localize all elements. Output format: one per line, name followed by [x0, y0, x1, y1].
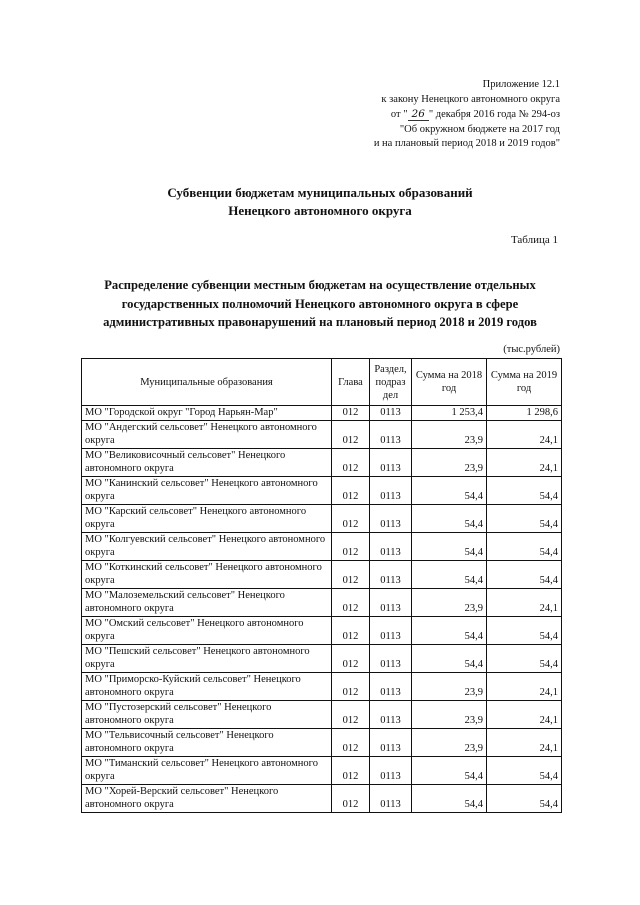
sum-2018-cell: 23,9	[412, 589, 487, 617]
sum-2018-cell: 23,9	[412, 729, 487, 757]
document-title-line-2: Ненецкого автономного округа	[228, 203, 412, 218]
sum-2019-cell: 24,1	[487, 729, 562, 757]
table-subtitle	[70, 276, 570, 332]
subtitle-line-1: Распределение субвенции местным бюджетам на осуществление отдельных	[104, 278, 536, 292]
chapter-cell: 012	[332, 449, 370, 477]
sum-2018-cell: 54,4	[412, 561, 487, 589]
chapter-cell: 012	[332, 617, 370, 645]
sum-2018-cell: 23,9	[412, 421, 487, 449]
document-title	[0, 184, 640, 220]
sum-2018-cell: 54,4	[412, 505, 487, 533]
header-chapter: Глава	[332, 359, 370, 406]
section-cell: 0113	[370, 757, 412, 785]
section-cell: 0113	[370, 785, 412, 813]
table-row	[82, 477, 562, 505]
sum-2019-cell: 54,4	[487, 617, 562, 645]
municipality-cell: МО "Пешский сельсовет" Ненецкого автономного округа	[82, 645, 332, 673]
sum-2018-cell: 54,4	[412, 533, 487, 561]
document-title-line-1: Субвенции бюджетам муниципальных образований	[167, 185, 473, 200]
sum-2019-cell: 1 298,6	[487, 406, 562, 421]
table-row	[82, 617, 562, 645]
appendix-period: и на плановый период 2018 и 2019 годов"	[373, 138, 560, 149]
appendix-reference	[240, 78, 560, 152]
municipality-cell: МО "Городской округ "Город Нарьян-Мар"	[82, 406, 332, 421]
chapter-cell: 012	[332, 645, 370, 673]
section-cell: 0113	[370, 701, 412, 729]
chapter-cell: 012	[332, 785, 370, 813]
chapter-cell: 012	[332, 729, 370, 757]
municipality-cell: МО "Андегский сельсовет" Ненецкого автономного округа	[82, 421, 332, 449]
chapter-cell: 012	[332, 757, 370, 785]
section-cell: 0113	[370, 505, 412, 533]
section-cell: 0113	[370, 617, 412, 645]
table-row	[82, 561, 562, 589]
section-cell: 0113	[370, 477, 412, 505]
section-cell: 0113	[370, 533, 412, 561]
table-row	[82, 673, 562, 701]
municipality-cell: МО "Приморско-Куйский сельсовет" Ненецкого автономного округа	[82, 673, 332, 701]
section-cell: 0113	[370, 421, 412, 449]
table-row	[82, 449, 562, 477]
section-cell: 0113	[370, 673, 412, 701]
municipality-cell: МО "Тельвисочный сельсовет" Ненецкого автономного округа	[82, 729, 332, 757]
header-sum-2018: Сумма на 2018 год	[412, 359, 487, 406]
sum-2019-cell: 24,1	[487, 701, 562, 729]
appendix-budget-title: "Об окружном бюджете на 2017 год	[399, 123, 560, 135]
sum-2019-cell: 54,4	[487, 785, 562, 813]
appendix-number: Приложение 12.1	[482, 79, 560, 90]
table-row	[82, 757, 562, 785]
sum-2019-cell: 54,4	[487, 645, 562, 673]
table-row	[82, 729, 562, 757]
sum-2019-cell: 24,1	[487, 421, 562, 449]
chapter-cell: 012	[332, 589, 370, 617]
table-body	[82, 406, 562, 813]
appendix-date-suffix: " декабря 2016 года № 294-оз	[428, 109, 560, 120]
section-cell: 0113	[370, 589, 412, 617]
section-cell: 0113	[370, 449, 412, 477]
handwritten-day: 26	[408, 108, 429, 121]
sum-2019-cell: 54,4	[487, 561, 562, 589]
chapter-cell: 012	[332, 701, 370, 729]
municipality-cell: МО "Пустозерский сельсовет" Ненецкого автономного округа	[82, 701, 332, 729]
sum-2018-cell: 23,9	[412, 701, 487, 729]
sum-2018-cell: 54,4	[412, 477, 487, 505]
units-label: (тыс.рублей)	[503, 344, 560, 355]
municipality-cell: МО "Великовисочный сельсовет" Ненецкого автономного округа	[82, 449, 332, 477]
chapter-cell: 012	[332, 406, 370, 421]
appendix-date-prefix: от "	[390, 109, 408, 120]
sum-2019-cell: 24,1	[487, 589, 562, 617]
header-municipality: Муниципальные образования	[82, 359, 332, 406]
table-row	[82, 589, 562, 617]
table-row	[82, 645, 562, 673]
chapter-cell: 012	[332, 561, 370, 589]
section-cell: 0113	[370, 561, 412, 589]
sum-2018-cell: 1 253,4	[412, 406, 487, 421]
municipality-cell: МО "Тиманский сельсовет" Ненецкого автономного округа	[82, 757, 332, 785]
table-row	[82, 701, 562, 729]
appendix-law: к закону Ненецкого автономного округа	[381, 93, 560, 105]
sum-2019-cell: 54,4	[487, 505, 562, 533]
section-cell: 0113	[370, 645, 412, 673]
section-cell: 0113	[370, 729, 412, 757]
sum-2018-cell: 54,4	[412, 617, 487, 645]
chapter-cell: 012	[332, 477, 370, 505]
table-row	[82, 533, 562, 561]
table-row	[82, 785, 562, 813]
municipality-cell: МО "Канинский сельсовет" Ненецкого автономного округа	[82, 477, 332, 505]
table-row	[82, 505, 562, 533]
municipality-cell: МО "Омский сельсовет" Ненецкого автономного округа	[82, 617, 332, 645]
header-section: Раздел, подраз дел	[370, 359, 412, 406]
sum-2019-cell: 24,1	[487, 673, 562, 701]
section-cell: 0113	[370, 406, 412, 421]
sum-2018-cell: 54,4	[412, 785, 487, 813]
municipality-cell: МО "Карский сельсовет" Ненецкого автономного округа	[82, 505, 332, 533]
municipality-cell: МО "Колгуевский сельсовет" Ненецкого автономного округа	[82, 533, 332, 561]
sum-2018-cell: 54,4	[412, 757, 487, 785]
table-row	[82, 421, 562, 449]
subvention-table	[81, 358, 562, 813]
subtitle-line-3: административных правонарушений на плановый период 2018 и 2019 годов	[103, 315, 537, 329]
sum-2018-cell: 54,4	[412, 645, 487, 673]
sum-2018-cell: 23,9	[412, 449, 487, 477]
sum-2019-cell: 54,4	[487, 533, 562, 561]
table-label: Таблица 1	[510, 234, 558, 246]
table-row	[82, 406, 562, 421]
chapter-cell: 012	[332, 505, 370, 533]
subtitle-line-2: государственных полномочий Ненецкого автономного округа в сфере	[121, 296, 519, 311]
sum-2019-cell: 54,4	[487, 477, 562, 505]
chapter-cell: 012	[332, 421, 370, 449]
municipality-cell: МО "Хорей-Верский сельсовет" Ненецкого автономного округа	[82, 785, 332, 813]
table-header-row	[82, 359, 562, 406]
sum-2019-cell: 54,4	[487, 757, 562, 785]
municipality-cell: МО "Малоземельский сельсовет" Ненецкого автономного округа	[82, 589, 332, 617]
chapter-cell: 012	[332, 673, 370, 701]
chapter-cell: 012	[332, 533, 370, 561]
header-sum-2019: Сумма на 2019 год	[487, 359, 562, 406]
sum-2018-cell: 23,9	[412, 673, 487, 701]
municipality-cell: МО "Коткинский сельсовет" Ненецкого автономного округа	[82, 561, 332, 589]
sum-2019-cell: 24,1	[487, 449, 562, 477]
appendix-date-line	[240, 107, 560, 123]
